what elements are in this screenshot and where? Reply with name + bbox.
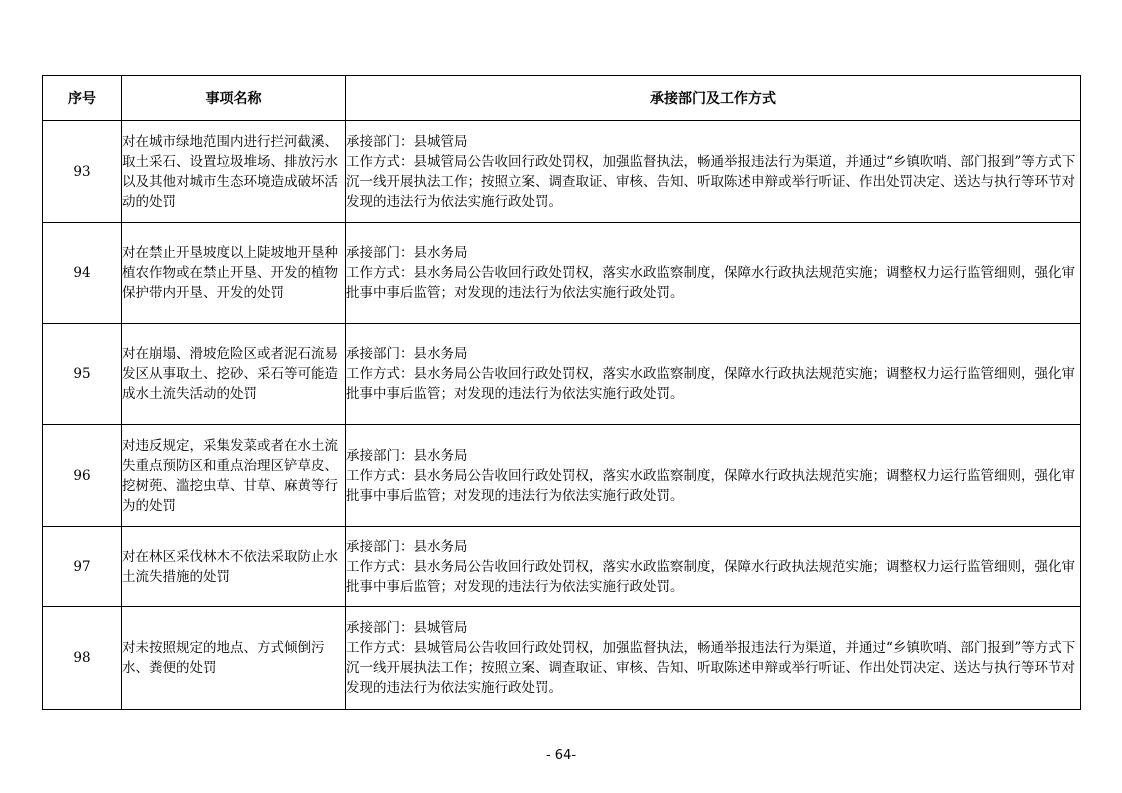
- table-row: [43, 527, 1081, 607]
- dept-method-cell: [346, 121, 1081, 223]
- row-number: 96: [43, 425, 122, 527]
- table-row: [43, 425, 1081, 527]
- header-dept-method: 承接部门及工作方式: [346, 76, 1081, 121]
- row-number: 95: [43, 324, 122, 425]
- dept-method-cell: [346, 425, 1081, 527]
- row-number: 93: [43, 121, 122, 223]
- row-number: 97: [43, 527, 122, 607]
- table-row: [43, 121, 1081, 223]
- dept-line: 承接部门：县水务局: [346, 538, 468, 555]
- method-line: 工作方式：县水务局公告收回行政处罚权，落实水政监察制度，保障水行政执法规范实施；调整权力运行监管细则，强化审批事中事后监管；对发现的违法行为依法实施行政处罚。: [346, 467, 1075, 504]
- dept-line: 承接部门：县城管局: [346, 133, 468, 150]
- row-number: 94: [43, 223, 122, 324]
- table-row: [43, 607, 1081, 710]
- dept-method-cell: [346, 223, 1081, 324]
- header-item-name: 事项名称: [122, 76, 346, 121]
- item-name: 对在城市绿地范围内进行拦河截溪、取土采石、设置垃圾堆场、排放污水以及其他对城市生态环境造成破坏活动的处罚: [122, 121, 346, 223]
- table-header-row: [43, 76, 1081, 121]
- method-line: 工作方式：县水务局公告收回行政处罚权，落实水政监察制度，保障水行政执法规范实施；调整权力运行监管细则，强化审批事中事后监管；对发现的违法行为依法实施行政处罚。: [346, 366, 1075, 402]
- method-line: 工作方式：县水务局公告收回行政处罚权，落实水政监察制度，保障水行政执法规范实施；调整权力运行监管细则，强化审批事中事后监管；对发现的违法行为依法实施行政处罚。: [346, 265, 1075, 301]
- header-num: 序号: [43, 76, 122, 121]
- dept-line: 承接部门：县水务局: [346, 245, 468, 261]
- method-line: 工作方式：县城管局公告收回行政处罚权，加强监督执法，畅通举报违法行为渠道，并通过“乡镇吹哨、部门报到”等方式下沉一线开展执法工作；按照立案、调查取证、审核、告知、听取陈述申辩或举行听证、作出处罚决定、送达与执行等环节对发现的违法行为依法实施行政处罚。: [346, 153, 1076, 210]
- dept-method-cell: [346, 607, 1081, 710]
- dept-method-cell: [346, 324, 1081, 425]
- dept-line: 承接部门：县水务局: [346, 346, 468, 362]
- item-name: 对在禁止开垦坡度以上陡坡地开垦种植农作物或在禁止开垦、开发的植物保护带内开垦、开发的处罚: [122, 223, 346, 324]
- method-line: 工作方式：县城管局公告收回行政处罚权，加强监督执法，畅通举报违法行为渠道，并通过“乡镇吹哨、部门报到”等方式下沉一线开展执法工作；按照立案、调查取证、审核、告知、听取陈述申辩或举行听证、作出处罚决定、送达与执行等环节对发现的违法行为依法实施行政处罚。: [346, 640, 1076, 696]
- method-line: 工作方式：县水务局公告收回行政处罚权，落实水政监察制度，保障水行政执法规范实施；调整权力运行监管细则，强化审批事中事后监管；对发现的违法行为依法实施行政处罚。: [346, 558, 1075, 595]
- item-name: 对未按照规定的地点、方式倾倒污水、粪便的处罚: [122, 607, 346, 710]
- dept-line: 承接部门：县水务局: [346, 447, 468, 464]
- table-row: [43, 223, 1081, 324]
- item-name: 对在崩塌、滑坡危险区或者泥石流易发区从事取土、挖砂、采石等可能造成水土流失活动的处罚: [122, 324, 346, 425]
- items-table: [42, 75, 1081, 710]
- dept-line: 承接部门：县城管局: [346, 620, 468, 636]
- table-row: [43, 324, 1081, 425]
- row-number: 98: [43, 607, 122, 710]
- item-name: 对违反规定，采集发菜或者在水土流失重点预防区和重点治理区铲草皮、挖树蔸、滥挖虫草、甘草、麻黄等行为的处罚: [122, 425, 346, 527]
- dept-method-cell: [346, 527, 1081, 607]
- item-name: 对在林区采伐林木不依法采取防止水土流失措施的处罚: [122, 527, 346, 607]
- page-number: - 64-: [545, 748, 577, 763]
